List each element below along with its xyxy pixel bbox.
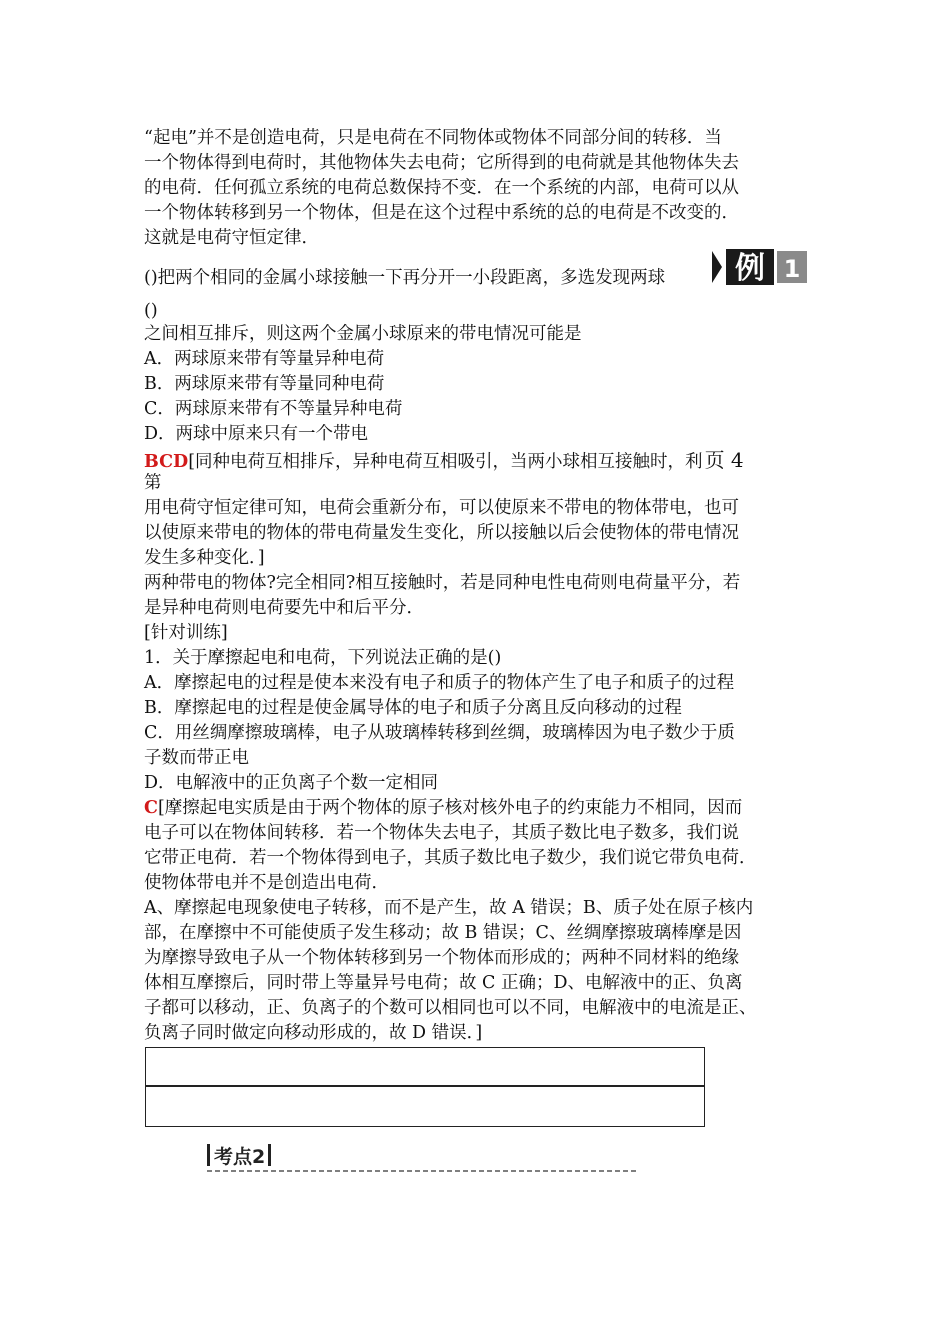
training-heading: [针对训练]: [144, 623, 228, 643]
explanation-line: 它带正电荷．若一个物体得到电子，其质子数比电子数少，我们说它带负电荷．: [144, 848, 757, 868]
training-answer: C: [144, 798, 158, 818]
option-d: D．两球中原来只有一个带电: [144, 424, 369, 444]
intro-line: 这就是电荷守恒定律．: [144, 228, 319, 248]
training-question: 1．关于摩擦起电和电荷，下列说法正确的是(): [144, 648, 502, 668]
training-option-d: D．电解液中的正负离子个数一定相同: [144, 773, 439, 793]
explanation-line: 电子可以在物体间转移．若一个物体失去电子，其质子数比电子数多，我们说: [144, 823, 739, 843]
explanation-text: [同种电荷互相排斥，异种电荷互相吸引，当两小球相互接触时，利: [188, 452, 703, 472]
explanation-line: A、摩擦起电现象使电子转移，而不是产生，故 A 错误；B、质子处在原子核内: [144, 898, 754, 918]
example-answer: BCD: [144, 452, 189, 472]
training-explanation: [144, 796, 742, 821]
intro-line: 一个物体得到电荷时，其他物体失去电荷；它所得到的电荷就是其他物体失去: [144, 153, 739, 173]
example-question-cont: 之间相互排斥，则这两个金属小球原来的带电情况可能是: [144, 324, 582, 344]
explanation-line: 为摩擦导致电子从一个物体转移到另一个物体而形成的；两种不同材料的绝缘: [144, 948, 739, 968]
explanation-line: 负离子同时做定向移动形成的，故 D 错误．]: [144, 1023, 483, 1043]
example-badge: [712, 247, 808, 287]
explanation-line: 用电荷守恒定律可知，电荷会重新分布，可以使原来不带电的物体带电，也可: [144, 498, 739, 518]
explanation-line: 部，在摩擦中不可能使质子发生移动；故 B 错误；C、丝绸摩擦玻璃棒摩是因: [144, 923, 742, 943]
option-a: A．两球原来带有等量异种电荷: [144, 349, 385, 369]
empty-box: [145, 1047, 705, 1087]
intro-line: “起电”并不是创造电荷，只是电荷在不同物体或物体不同部分间的转移．当: [144, 128, 722, 148]
explanation-line: 子都可以移动，正、负离子的个数可以相同也可以不同，电解液中的电流是正、: [144, 998, 757, 1018]
empty-box: [145, 1085, 705, 1127]
badge-label: 例: [735, 251, 765, 286]
example-explanation: [144, 448, 744, 475]
explanation-line: 以使原来带电的物体的带电荷量发生变化，所以接触以后会使物体的带电情况: [144, 523, 739, 543]
section-heading: [205, 1142, 640, 1176]
intro-line: 的电荷．任何孤立系统的电荷总数保持不变．在一个系统的内部，电荷可以从: [144, 178, 739, 198]
explanation-line: 使物体带电并不是创造出电荷．: [144, 873, 389, 893]
section-label: 考点2: [214, 1146, 266, 1168]
training-option-b: B．摩擦起电的过程是使金属导体的电子和质子分离且反向移动的过程: [144, 698, 682, 718]
explanation-text: [摩擦起电实质是由于两个物体的原子核对核外电子的约束能力不相同，因而: [157, 798, 743, 818]
explanation-line: 两种带电的物体?完全相同?相互接触时，若是同种电性电荷则电荷量平分，若: [144, 573, 741, 593]
intro-line: 一个物体转移到另一个物体，但是在这个过程中系统的总的电荷是不改变的．: [144, 203, 739, 223]
option-b: B．两球原来带有等量同种电荷: [144, 374, 385, 394]
page-number-suffix: 第: [144, 473, 162, 493]
badge-number: 1: [783, 255, 801, 283]
answer-paren: (): [144, 301, 158, 321]
explanation-line: 是异种电荷则电荷要先中和后平分．: [144, 598, 424, 618]
explanation-line: 体相互摩擦后，同时带上等量异号电荷；故 C 正确；D、电解液中的正、负离: [144, 973, 743, 993]
option-c: C．两球原来带有不等量异种电荷: [144, 399, 403, 419]
training-option-c-cont: 子数而带正电: [144, 748, 249, 768]
training-option-a: A．摩擦起电的过程是使本来没有电子和质子的物体产生了电子和质子的过程: [144, 673, 735, 693]
example-question: ()把两个相同的金属小球接触一下再分开一小段距离，多选发现两球: [144, 268, 666, 288]
explanation-line: 发生多种变化．]: [144, 548, 265, 568]
page-number: 页 4: [704, 448, 744, 472]
training-option-c: C．用丝绸摩擦玻璃棒，电子从玻璃棒转移到丝绸，玻璃棒因为电子数少于质: [144, 723, 735, 743]
